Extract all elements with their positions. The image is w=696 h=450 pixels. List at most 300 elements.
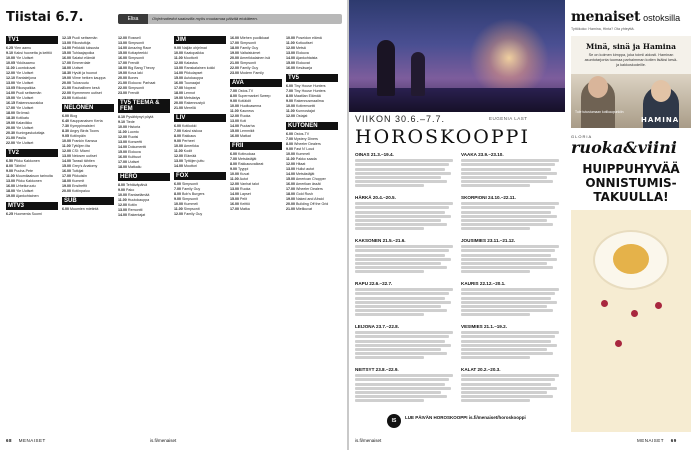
- program-time: 11.00: [118, 130, 127, 134]
- program-item[interactable]: [118, 213, 170, 218]
- program-title: Yle Uutiset: [15, 126, 34, 130]
- program-time: 19.00: [174, 96, 183, 100]
- program-time: 22.00: [118, 86, 127, 90]
- program-title: Lennot: [184, 91, 195, 95]
- program-time: 9.00: [6, 169, 13, 173]
- program-title: Kummeli: [296, 152, 310, 156]
- program-title: Historia: [128, 125, 141, 129]
- program-time: 13.00: [118, 208, 127, 212]
- program-title: Ensitreffit: [72, 184, 87, 188]
- program-time: 11.00: [6, 66, 15, 70]
- program-time: 17.00: [230, 41, 239, 45]
- program-title: Poseidon elämä: [296, 36, 322, 40]
- sponsor-banner[interactable]: [118, 14, 342, 24]
- program-time: 23.00: [230, 71, 239, 75]
- program-time: 22.00: [230, 66, 239, 70]
- program-time: 6.00: [62, 114, 69, 118]
- program-title: Family Guy: [240, 46, 259, 50]
- program-time: 12.00: [286, 114, 295, 118]
- program-time: 21.00: [230, 61, 239, 65]
- program-title: Puutarha: [240, 124, 255, 128]
- program-time: 10.00: [174, 144, 183, 148]
- sign-text-lines: [355, 330, 453, 359]
- horoscope-sign: [461, 238, 559, 273]
- photo-light-glow: [469, 18, 549, 98]
- program-title: Luonto: [127, 130, 139, 134]
- program-time: 6.50: [6, 159, 13, 163]
- program-title: Kalastus: [184, 61, 198, 65]
- program-title: Ostos-TV: [294, 132, 310, 136]
- program-title: Remontti: [128, 208, 143, 212]
- horoscope-week: VIIKON 30.6.–7.7.: [355, 114, 446, 124]
- program-title: Moottori: [184, 164, 197, 168]
- tv-column-2: [62, 36, 114, 406]
- horoscope-sign: [461, 281, 559, 316]
- program-time: 12.00: [230, 182, 239, 186]
- left-page-footer: [6, 438, 46, 443]
- program-time: 12.00: [174, 154, 183, 158]
- program-time: 19.00: [62, 184, 71, 188]
- program-time: 16.00: [286, 182, 295, 186]
- program-time: 18.00: [6, 189, 15, 193]
- program-item[interactable]: [286, 207, 338, 212]
- program-time: 20.00: [62, 189, 71, 193]
- hamina-ad-subtitle: Se on kolmen kimppa, joka toimii aidosti. Haminan asuntotarjonta tuomaa parhaimman kotien lisäksi kesä- ja kakkoskodeille.: [584, 53, 678, 67]
- program-time: 6.25: [6, 46, 13, 50]
- right-page-number: 69: [670, 438, 677, 443]
- program-title: Simpsonit: [183, 207, 200, 211]
- tv-listing-page: [0, 0, 347, 450]
- program-time: 17.00: [62, 61, 71, 65]
- program-item[interactable]: [230, 71, 282, 76]
- channel-header: NELONEN: [62, 104, 114, 112]
- right-footer-url[interactable]: is.fi/menaiset: [355, 438, 382, 443]
- program-time: 15.00: [174, 76, 183, 80]
- program-time: 16.00: [118, 56, 127, 60]
- program-item[interactable]: [6, 212, 58, 217]
- program-title: Tulosruutu: [71, 81, 89, 85]
- program-title: Wheeler Dealers: [296, 187, 323, 191]
- program-time: 8.00: [230, 94, 237, 98]
- program-time: 12.00: [6, 71, 15, 75]
- horoscope-sign: [461, 152, 559, 187]
- program-time: 7.00: [286, 137, 293, 141]
- channel-header: TV5: [286, 74, 338, 82]
- program-time: 13.00: [174, 66, 183, 70]
- program-title: Yle Uutiset: [15, 71, 34, 75]
- program-time: 21.00: [6, 136, 15, 140]
- channel-header: TV2: [6, 149, 58, 157]
- program-time: 11.00: [174, 56, 183, 60]
- program-time: 17.00: [174, 86, 183, 90]
- program-time: 23.00: [62, 96, 71, 100]
- food-dish: [613, 244, 649, 274]
- program-time: 17.00: [286, 187, 295, 191]
- program-title: Huomenta Suomi: [14, 212, 42, 216]
- program-title: Tyttöjen juttu: [183, 159, 205, 163]
- program-time: 11.00: [230, 109, 239, 113]
- program-title: Kaksi siskoa: [182, 129, 202, 133]
- hamina-ad[interactable]: [571, 36, 691, 128]
- program-time: 6.00: [62, 207, 69, 211]
- program-time: 8.00: [174, 134, 181, 138]
- program-time: 9.05: [62, 134, 69, 138]
- magazine-tagline: Tyttökoko: Hamina, Hinta? Ota yhteyttä.: [571, 27, 635, 31]
- program-title: Luontokuvat: [15, 66, 36, 70]
- program-time: 18.30: [62, 71, 71, 75]
- program-title: Ylen aamu: [13, 46, 32, 50]
- program-time: 11.00: [174, 207, 183, 211]
- berry: [655, 302, 662, 309]
- program-title: Rikostutkija: [72, 41, 91, 45]
- program-time: 8.00: [286, 94, 293, 98]
- program-time: 17.00: [118, 160, 127, 164]
- program-time: 10.00: [286, 152, 295, 156]
- program-title: Dokumentti: [128, 145, 147, 149]
- program-time: 21.00: [62, 86, 71, 90]
- program-title: Ykkösaamu: [15, 61, 35, 65]
- program-title: Hullut autot: [296, 167, 315, 171]
- program-time: 10.00: [286, 104, 295, 108]
- channel-header: KUTONEN: [286, 122, 338, 130]
- program-title: Huoltoasema: [240, 104, 262, 108]
- sign-text-lines: [461, 373, 559, 402]
- program-title: Kesäsarja: [296, 66, 312, 70]
- program-time: 8.00: [6, 164, 13, 168]
- program-time: 14.00: [174, 71, 183, 75]
- program-time: 16.00: [230, 134, 239, 138]
- program-time: 9.10: [6, 51, 13, 55]
- program-time: 8.00: [174, 192, 181, 196]
- sponsor-text: Ohjelmatiedot saatavilla myös muutamaa päivää etukäteen.: [152, 16, 258, 21]
- program-time: 9.00: [286, 147, 293, 151]
- program-title: Ajankohtainen: [15, 194, 39, 198]
- program-item[interactable]: [118, 165, 170, 170]
- program-title: Yle Uutiset: [15, 189, 34, 193]
- program-title: Viime hetken kauppa: [72, 76, 106, 80]
- program-time: 9.00: [286, 99, 293, 103]
- program-title: Kuningaskuluttaja: [16, 131, 45, 135]
- program-title: American Chopper: [295, 177, 326, 181]
- program-time: 13.00: [230, 187, 239, 191]
- program-title: Lemmikit: [240, 129, 255, 133]
- program-time: 17.00: [230, 207, 239, 211]
- program-time: 16.00: [62, 56, 71, 60]
- program-title: Tiede: [125, 120, 135, 124]
- program-title: Rakentajat: [128, 213, 146, 217]
- program-title: Bones: [128, 76, 139, 80]
- program-title: Salatut elämät: [72, 56, 95, 60]
- sign-name: KAKSONEN 21.5.–21.6.: [355, 238, 406, 243]
- sign-name: JOUSIMIES 23.11.–21.12.: [461, 238, 516, 243]
- program-time: 15.00: [6, 96, 15, 100]
- magazine-name: menaiset: [571, 9, 641, 25]
- program-title: Pysähtynyt pöytä: [126, 115, 154, 119]
- program-title: Modern Family: [240, 71, 264, 75]
- program-time: 9.00: [230, 99, 237, 103]
- left-footer-url[interactable]: is.fi/menaiset: [150, 438, 177, 443]
- program-time: 14.00: [118, 46, 127, 50]
- program-time: 10.05: [6, 61, 15, 65]
- channel-header: TV5 TEEMA & FEM: [118, 99, 170, 113]
- program-title: Simpsonit: [128, 41, 144, 45]
- program-time: 12.00: [62, 149, 71, 153]
- program-title: Kotiin: [128, 203, 137, 207]
- channel-header: TV1: [6, 36, 58, 44]
- program-title: Tyttöjen ilta: [71, 144, 90, 148]
- program-time: 12.00: [286, 162, 295, 166]
- program-title: Ruoka: [240, 114, 251, 118]
- program-time: 10.00: [230, 104, 239, 108]
- program-item[interactable]: [230, 134, 282, 139]
- program-time: 10.00: [62, 139, 71, 143]
- program-title: Kodit: [183, 149, 192, 153]
- program-title: Pako: [126, 188, 135, 192]
- program-title: Kulttuuri: [128, 155, 142, 159]
- program-time: 18.00: [62, 66, 71, 70]
- program-title: Tutkijat: [71, 169, 84, 173]
- program-time: 14.00: [230, 192, 239, 196]
- program-time: 10.00: [174, 51, 183, 55]
- program-item[interactable]: [286, 114, 338, 119]
- horoscope-sign: [461, 195, 559, 230]
- berry: [601, 300, 608, 307]
- program-item[interactable]: [62, 96, 114, 101]
- program-title: Elokuva: Parhaat: [128, 81, 156, 85]
- program-title: Keittiö: [240, 202, 250, 206]
- program-item[interactable]: [174, 106, 226, 111]
- program-time: 18.00: [118, 66, 127, 70]
- program-title: Koti: [240, 119, 247, 123]
- program-time: 14.00: [62, 46, 71, 50]
- program-time: 15.00: [62, 51, 71, 55]
- ruoka-viini-brand: [571, 134, 677, 157]
- program-time: 13.00: [62, 154, 71, 158]
- program-title: Rakennusurakka: [16, 101, 43, 105]
- program-title: Pikkuisiin: [72, 174, 87, 178]
- program-title: Ruoka: [240, 187, 251, 191]
- program-title: Konsertti: [128, 140, 143, 144]
- program-time: 7.00: [230, 157, 237, 161]
- program-time: 15.00: [286, 177, 295, 181]
- channel-header: MTV3: [6, 202, 58, 210]
- program-title: Muumilaakson tarinoita: [15, 174, 53, 178]
- program-time: 7.00: [174, 187, 181, 191]
- program-title: Roswell: [128, 36, 141, 40]
- program-time: 16.00: [118, 155, 127, 159]
- program-time: 21.00: [118, 81, 127, 85]
- program-title: Simpsonit: [128, 56, 144, 60]
- channel-header: FRII: [230, 142, 282, 150]
- program-title: Matka: [240, 207, 250, 211]
- sign-name: KAURIS 22.12.–20.1.: [461, 281, 506, 286]
- program-title: Rakennusmaailma: [294, 99, 324, 103]
- program-time: 10.00: [118, 125, 127, 129]
- program-title: Merellä: [184, 106, 196, 110]
- program-time: 20.00: [6, 126, 15, 130]
- program-item[interactable]: [174, 164, 226, 169]
- program-time: 9.00: [230, 167, 237, 171]
- sign-name: VAAKA 23.9.–23.10.: [461, 152, 504, 157]
- magazine-section: ostoksilla: [643, 13, 681, 23]
- program-title: Simpsonit: [182, 197, 198, 201]
- program-time: 18.00: [62, 179, 71, 183]
- program-time: 14.00: [118, 145, 127, 149]
- program-item[interactable]: [286, 66, 338, 71]
- program-time: 15.00: [62, 164, 71, 168]
- program-time: 14.00: [62, 159, 71, 163]
- program-title: Family Guy: [240, 66, 259, 70]
- program-title: Family Guy: [182, 187, 201, 191]
- program-title: Lapset: [240, 192, 251, 196]
- program-time: 19.00: [286, 197, 295, 201]
- program-time: 13.00: [174, 159, 183, 163]
- program-time: 19.00: [6, 121, 15, 125]
- program-time: 10.00: [118, 193, 127, 197]
- food-photo: [571, 210, 691, 432]
- program-title: Yle Uutiset: [15, 56, 34, 60]
- program-time: 14.00: [174, 164, 183, 168]
- program-title: Kotiapteekki: [128, 51, 148, 55]
- program-time: 18.00: [286, 192, 295, 196]
- horoscope-page: [349, 0, 696, 450]
- program-title: Maatilan Elämää: [294, 94, 321, 98]
- program-title: Metsä: [296, 46, 306, 50]
- program-time: 13.00: [230, 119, 239, 123]
- program-time: 13.00: [286, 167, 295, 171]
- person-head: [651, 80, 671, 102]
- program-time: 20.00: [118, 76, 127, 80]
- program-item[interactable]: [62, 189, 114, 194]
- program-time: 13.00: [118, 41, 127, 45]
- day-title: Tiistai 6.7.: [6, 10, 84, 25]
- program-item[interactable]: [230, 207, 282, 212]
- program-time: 12.00: [118, 203, 127, 207]
- program-time: 17.00: [62, 174, 71, 178]
- program-title: Tähtiin!: [13, 164, 26, 168]
- program-title: Valtaistuimet: [240, 51, 261, 55]
- horoscope-title: HOROSKOOPPI: [355, 126, 530, 148]
- program-item[interactable]: [174, 212, 226, 217]
- program-title: Elämää: [184, 154, 197, 158]
- horoscope-author: EUGENIA LAST: [489, 116, 528, 121]
- program-title: Strömsö: [16, 111, 30, 115]
- sign-text-lines: [461, 244, 559, 273]
- program-time: 10.00: [230, 172, 239, 176]
- program-title: Kymppimaisteri: [70, 124, 95, 128]
- program-title: Ostajat: [296, 114, 308, 118]
- program-title: Matkat: [240, 134, 251, 138]
- program-item[interactable]: [6, 141, 58, 146]
- program-time: 8.00: [286, 142, 293, 146]
- program-time: 21.00: [286, 207, 295, 211]
- program-title: Pelkkää luksusta: [72, 46, 99, 50]
- channel-header: LIV: [174, 114, 226, 122]
- program-time: 9.10: [118, 120, 125, 124]
- sign-name: RAPU 22.6.–22.7.: [355, 281, 393, 286]
- elisa-logo: Elisa: [118, 14, 148, 24]
- berry: [631, 310, 638, 317]
- tv-listing-header: [6, 6, 341, 32]
- program-time: 9.00: [174, 139, 181, 143]
- program-item[interactable]: [6, 194, 58, 199]
- program-title: Kotiuutiset: [295, 41, 313, 45]
- channel-header: FOX: [174, 172, 226, 180]
- program-time: 6.00: [286, 84, 293, 88]
- program-title: Uutiset: [128, 160, 140, 164]
- program-title: Kotiäidit: [238, 99, 251, 103]
- program-title: Elokuvat: [296, 61, 310, 65]
- program-time: 12.00: [118, 36, 127, 40]
- program-title: Ruotsi: [128, 135, 139, 139]
- program-item[interactable]: [62, 207, 114, 212]
- person-head: [588, 76, 608, 98]
- program-title: Kummeli: [184, 202, 198, 206]
- sign-name: KALAT 20.2.–20.3.: [461, 367, 501, 372]
- program-title: Tuhlaajapoika: [71, 51, 95, 55]
- horoscope-sign: [355, 324, 453, 359]
- program-title: Huutokauppa: [127, 198, 150, 202]
- program-time: 12.10: [6, 76, 15, 80]
- program-time: 11.00: [286, 109, 295, 113]
- program-time: 9.00: [174, 46, 181, 50]
- photo-figure: [377, 40, 395, 96]
- program-title: Amerikkalainen isä: [239, 56, 270, 60]
- program-time: 11.00: [230, 177, 239, 181]
- program-time: 18.00: [118, 165, 127, 169]
- program-title: Nelosen uutiset: [72, 154, 97, 158]
- program-title: Metsästys: [184, 96, 201, 100]
- program-title: Elokuva: [128, 150, 141, 154]
- horoscope-sign: [461, 324, 559, 359]
- program-time: 15.00: [230, 197, 239, 201]
- program-title: Pasila: [16, 136, 26, 140]
- sign-text-lines: [355, 287, 453, 316]
- horoscope-signs: [355, 152, 561, 410]
- program-title: Fast N' Loud: [294, 147, 315, 151]
- program-title: Puoli seitsemän: [72, 36, 98, 40]
- channel-header: HERO: [118, 173, 170, 181]
- program-title: Tanssii tähtien: [71, 159, 95, 163]
- program-time: 20.30: [6, 131, 15, 135]
- menaiset-brand: [571, 8, 680, 26]
- program-time: 6.40: [62, 119, 69, 123]
- program-title: Pikkulapset: [184, 71, 203, 75]
- program-title: Perheet: [182, 139, 195, 143]
- program-title: Nopeat: [184, 86, 196, 90]
- program-title: Kotikatu: [16, 116, 29, 120]
- program-time: 13.00: [286, 51, 295, 55]
- program-time: 6.00: [174, 182, 181, 186]
- program-title: Kotiruokaa: [238, 152, 256, 156]
- program-time: 19.00: [6, 194, 15, 198]
- program-time: 14.00: [286, 172, 295, 176]
- sign-text-lines: [355, 373, 453, 402]
- tv-column-5: [230, 36, 282, 406]
- program-title: Urheiluruutu: [16, 184, 36, 188]
- horoscope-sign: [355, 281, 453, 316]
- program-title: Kummit: [72, 179, 85, 183]
- program-time: 6.00: [286, 132, 293, 136]
- program-title: Matkailu: [128, 165, 142, 169]
- tv-column-1: [6, 36, 58, 406]
- program-item[interactable]: [118, 91, 170, 96]
- program-time: 10.00: [286, 36, 295, 40]
- sign-name: SKORPIONI 24.10.–22.11.: [461, 195, 516, 200]
- program-title: Kotikokki: [182, 124, 197, 128]
- channel-header: AVA: [230, 79, 282, 87]
- program-time: 21.00: [174, 106, 183, 110]
